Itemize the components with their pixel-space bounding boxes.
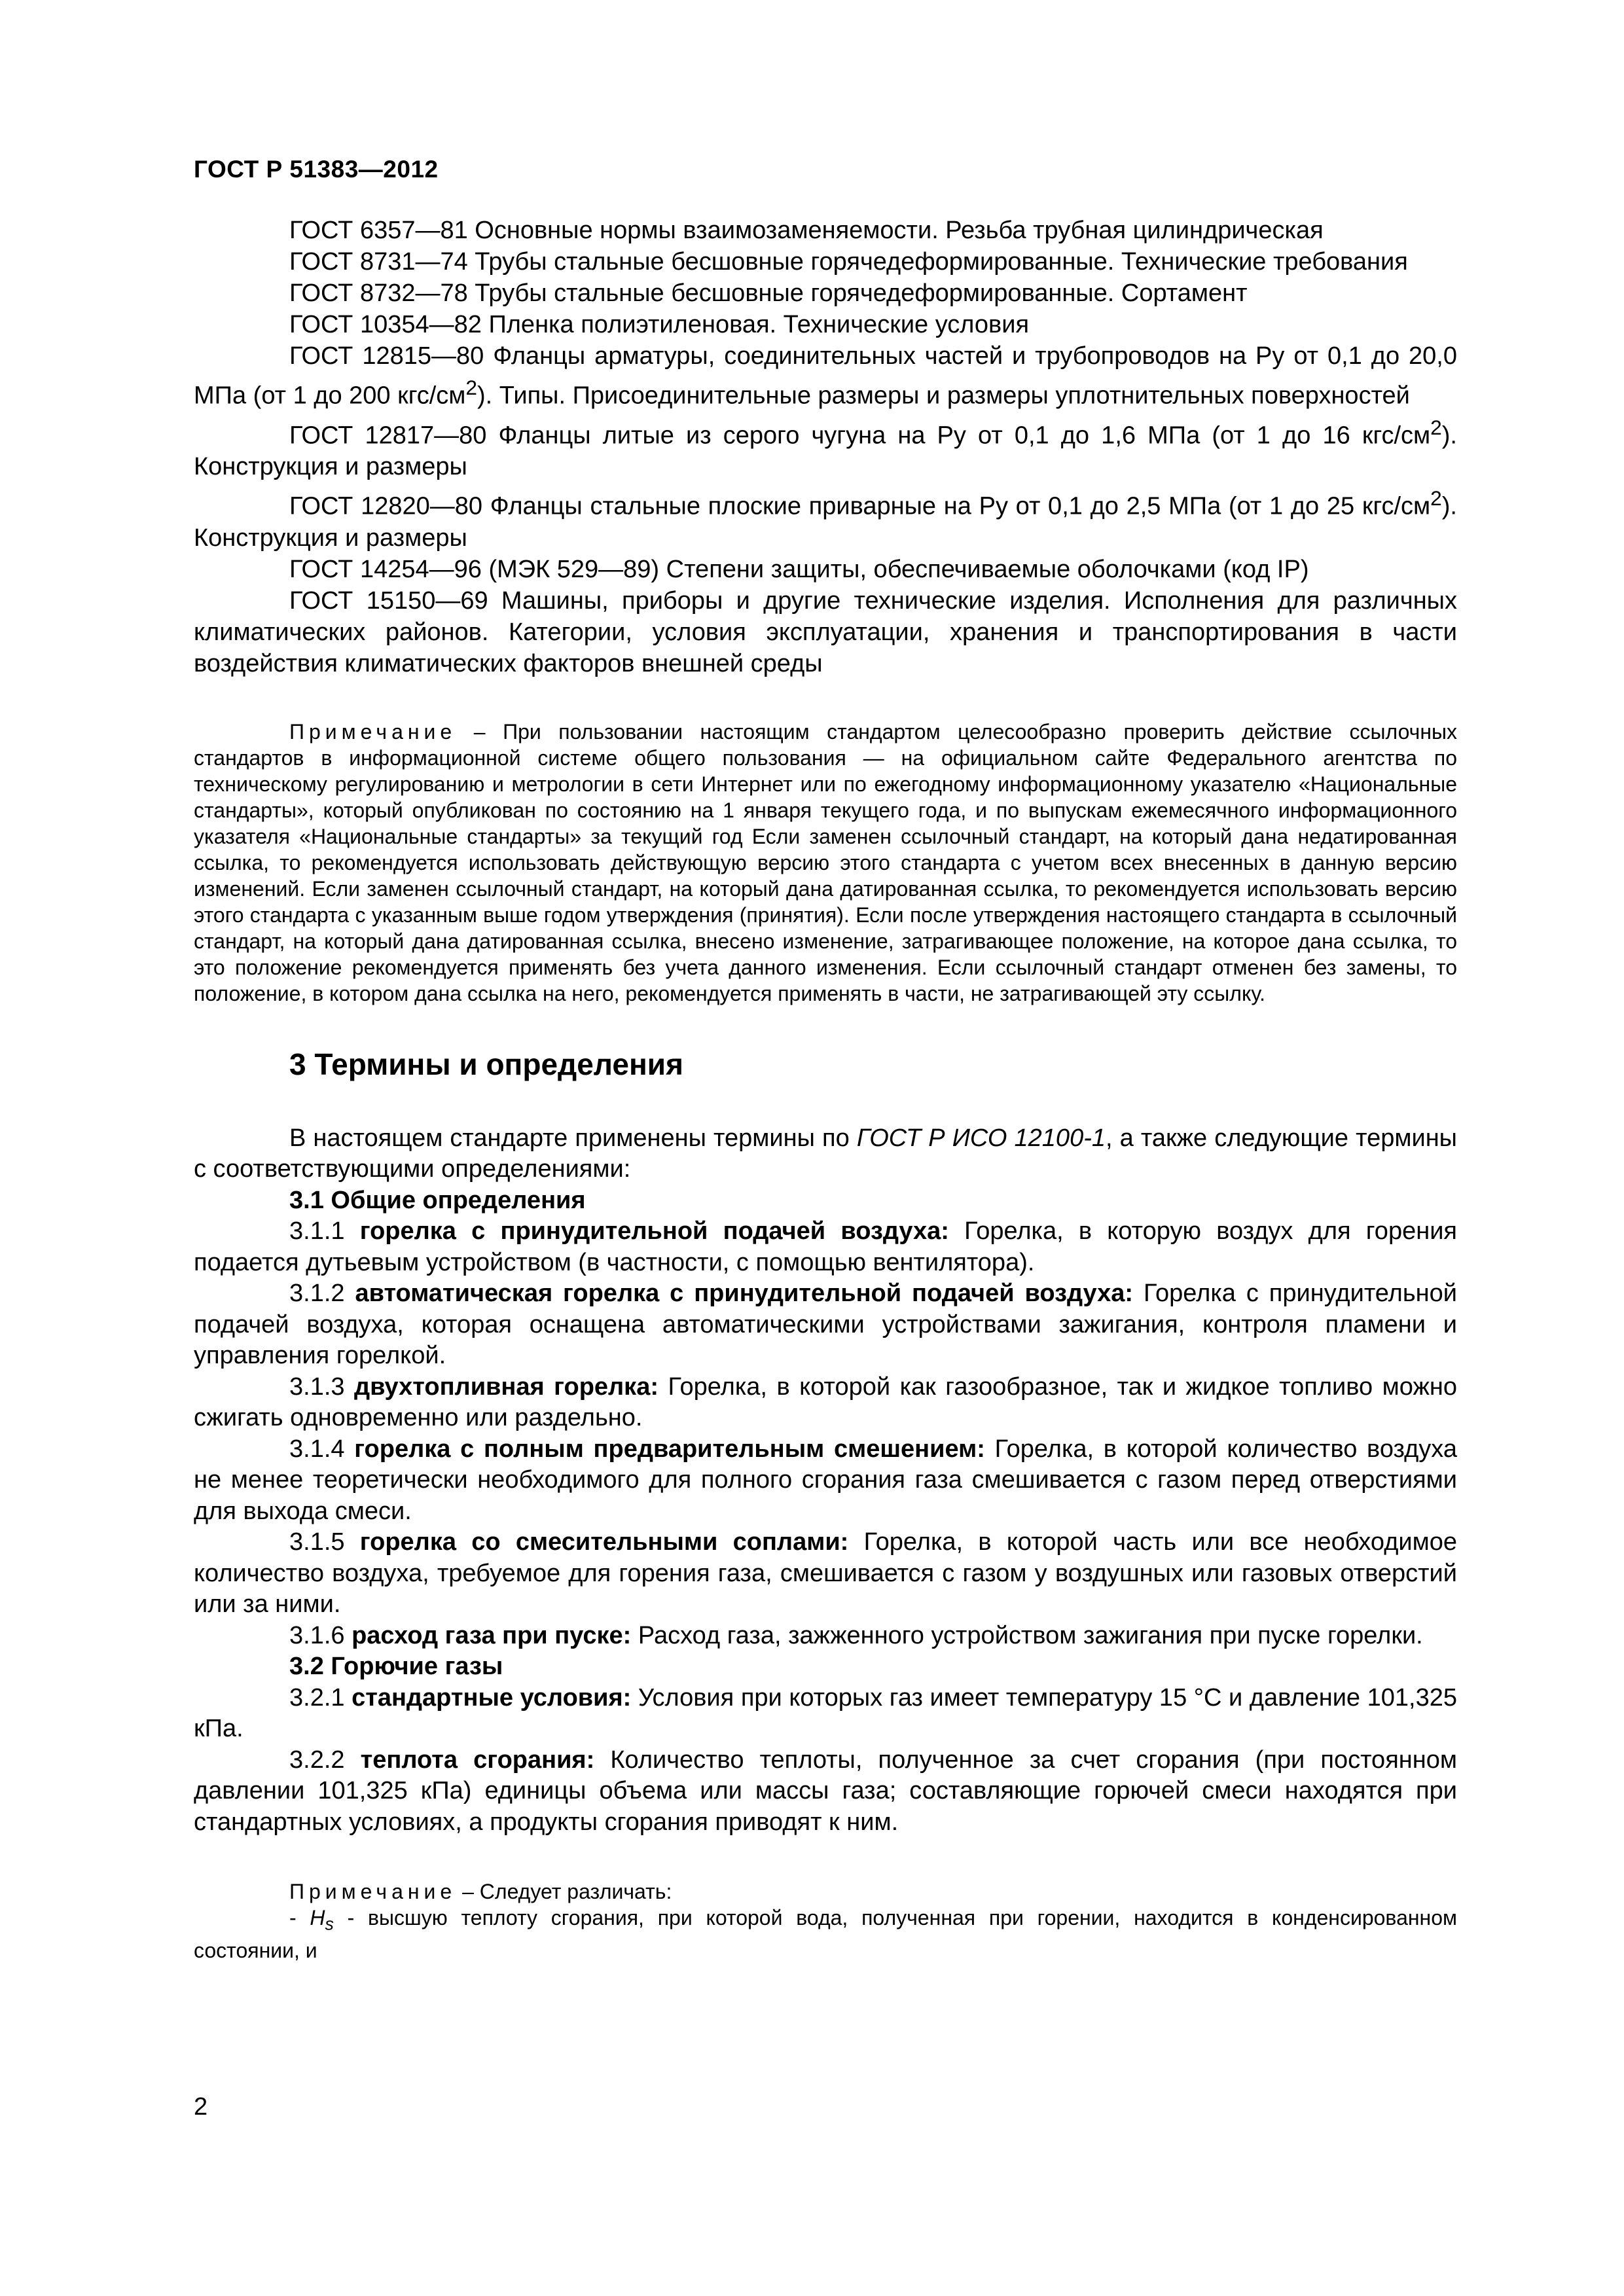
note-label: Примечание <box>289 719 457 744</box>
reference-item: ГОСТ 12815—80 Фланцы арматуры, соединительных частей и трубопроводов на Ру от 0,1 до 20,0 МПа (от 1 до 200 кгс/$см^2$). Типы. Присоединительные размеры и размеры уплотнительных поверхностей <box>194 342 1457 410</box>
term-definition: 3.1.2 автоматическая горелка с принудительной подачей воздуха: Горелка с принудительной подачей воздуха, которая оснащена автоматическими устройствами зажигания, контроля пламени и управления горелкой. <box>194 1280 1457 1370</box>
term-definition: 3.1.6 расход газа при пуске: Расход газа, зажженного устройством зажигания при пуске горелки. <box>289 1621 1423 1649</box>
term-definition: 3.1.1 горелка с принудительной подачей воздуха: Горелка, в которую воздух для горения подается дутьевым устройством (в частности, с помощью вентилятора). <box>194 1217 1458 1276</box>
reference-item: ГОСТ 10354—82 Пленка полиэтиленовая. Технические условия <box>289 311 1030 338</box>
reference-item: ГОСТ 12817—80 Фланцы литые из серого чугуна на Ру от 0,1 до 1,6 МПа (от 1 до 16 кгс/$см^2$). Конструкция и размеры <box>194 415 1457 481</box>
term-definition: 3.1.3 двухтопливная горелка: Горелка, в которой как газообразное, так и жидкое топливо можно сжигать одновременно или раздельно. <box>194 1372 1458 1432</box>
page-number: 2 <box>194 2093 208 2121</box>
formula-symbol: H <box>310 1906 325 1930</box>
term-definition: 3.1.5 горелка со смесительными соплами: Горелка, в которой часть или все необходимое количество воздуха, требуемое для горения газа, смешивается с газом у воздушных или газовых отверстий или за ними. <box>194 1528 1457 1619</box>
term-definition: 3.2.1 стандартные условия: Условия при которых газ имеет температуру 15 °С и давление 101,325 кПа. <box>194 1683 1457 1743</box>
subsection-title: 3.1 Общие определения <box>289 1186 586 1214</box>
document-header: ГОСТ Р 51383—2012 <box>194 156 439 183</box>
reference-item: ГОСТ 14254—96 (МЭК 529—89) Степени защиты, обеспечиваемые оболочками (код IP) <box>289 555 1309 583</box>
reference-item: ГОСТ 8731—74 Трубы стальные бесшовные горячедеформированные. Технические требования <box>289 248 1408 276</box>
note-list-item: - $H_s$ - высшую теплоту сгорания, при которой вода, полученная при горении, находится в конденсированном состоянии, и <box>194 1906 1458 1962</box>
reference-item: ГОСТ 8732—78 Трубы стальные бесшовные горячедеформированные. Сортамент <box>289 279 1248 307</box>
note-label: Примечание <box>289 1880 457 1904</box>
references-list <box>194 215 1457 679</box>
reference-item: ГОСТ 12820—80 Фланцы стальные плоские приварные на Ру от 0,1 до 2,5 МПа (от 1 до 25 кгс/$см^2$). Конструкция и размеры <box>194 486 1457 552</box>
section-title: 3 Термины и определения <box>289 1047 683 1081</box>
reference-link: ГОСТ Р ИСО 12100-1 <box>856 1124 1106 1152</box>
note-paragraph: Примечание – При пользовании настоящим стандартом целесообразно проверить действие ссылочных стандартов в информационной системе общего пользования — на официальном сайте Федерального агентства по техническому регулированию и метрологии в сети Интернет или по ежегодному информационному указателю «Национальные стандарты», который опубликован по состоянию на 1 января текущего года, и по выпускам ежемесячного информационного указателя «Национальные стандарты» за текущий год Если заменен ссылочный стандарт, на который дана недатированная ссылка, то рекомендуется использовать действующую версию этого стандарта с учетом всех внесенных в данную версию изменений. Если заменен ссылочный стандарт, на который дана датированная ссылка, то рекомендуется использовать версию этого стандарта с указанным выше годом утверждения (принятия). Если после утверждения настоящего стандарта в ссылочный стандарт, на который дана датированная ссылка, внесено изменение, затрагивающее положение, на которое дана ссылка, то это положение рекомендуется применять без учета данного изменения. Если ссылочный стандарт отменен без замены, то положение, в котором дана ссылка на него, рекомендуется применять в части, не затрагивающей эту ссылку. <box>194 719 1457 1005</box>
reference-item: ГОСТ 6357—81 Основные нормы взаимозаменяемости. Резьба трубная цилиндрическая <box>289 217 1324 244</box>
subsection-title: 3.2 Горючие газы <box>289 1653 503 1681</box>
note-paragraph: Примечание – Следует различать: <box>289 1880 672 1904</box>
page-content <box>194 215 1457 1964</box>
term-definition: 3.1.4 горелка с полным предварительным смешением: Горелка, в которой количество воздуха не менее теоретически необходимого для полного сгорания газа смешивается с газом перед отверстиями для выхода смеси. <box>194 1435 1457 1525</box>
term-definition: 3.2.2 теплота сгорания: Количество теплоты, полученное за счет сгорания (при постоянном давлении 101,325 кПа) единицы объема или массы газа; составляющие горючей смеси находятся при стандартных условиях, а продукты сгорания приводят к ним. <box>194 1746 1457 1836</box>
intro-paragraph: В настоящем стандарте применены термины по ГОСТ Р ИСО 12100-1, а также следующие термины с соответствующими определениями: <box>194 1124 1457 1183</box>
reference-item: ГОСТ 15150—69 Машины, приборы и другие технические изделия. Исполнения для различных климатических районов. Категории, условия эксплуатации, хранения и транспортирования в части воздействия климатических факторов внешней среды <box>194 586 1457 677</box>
